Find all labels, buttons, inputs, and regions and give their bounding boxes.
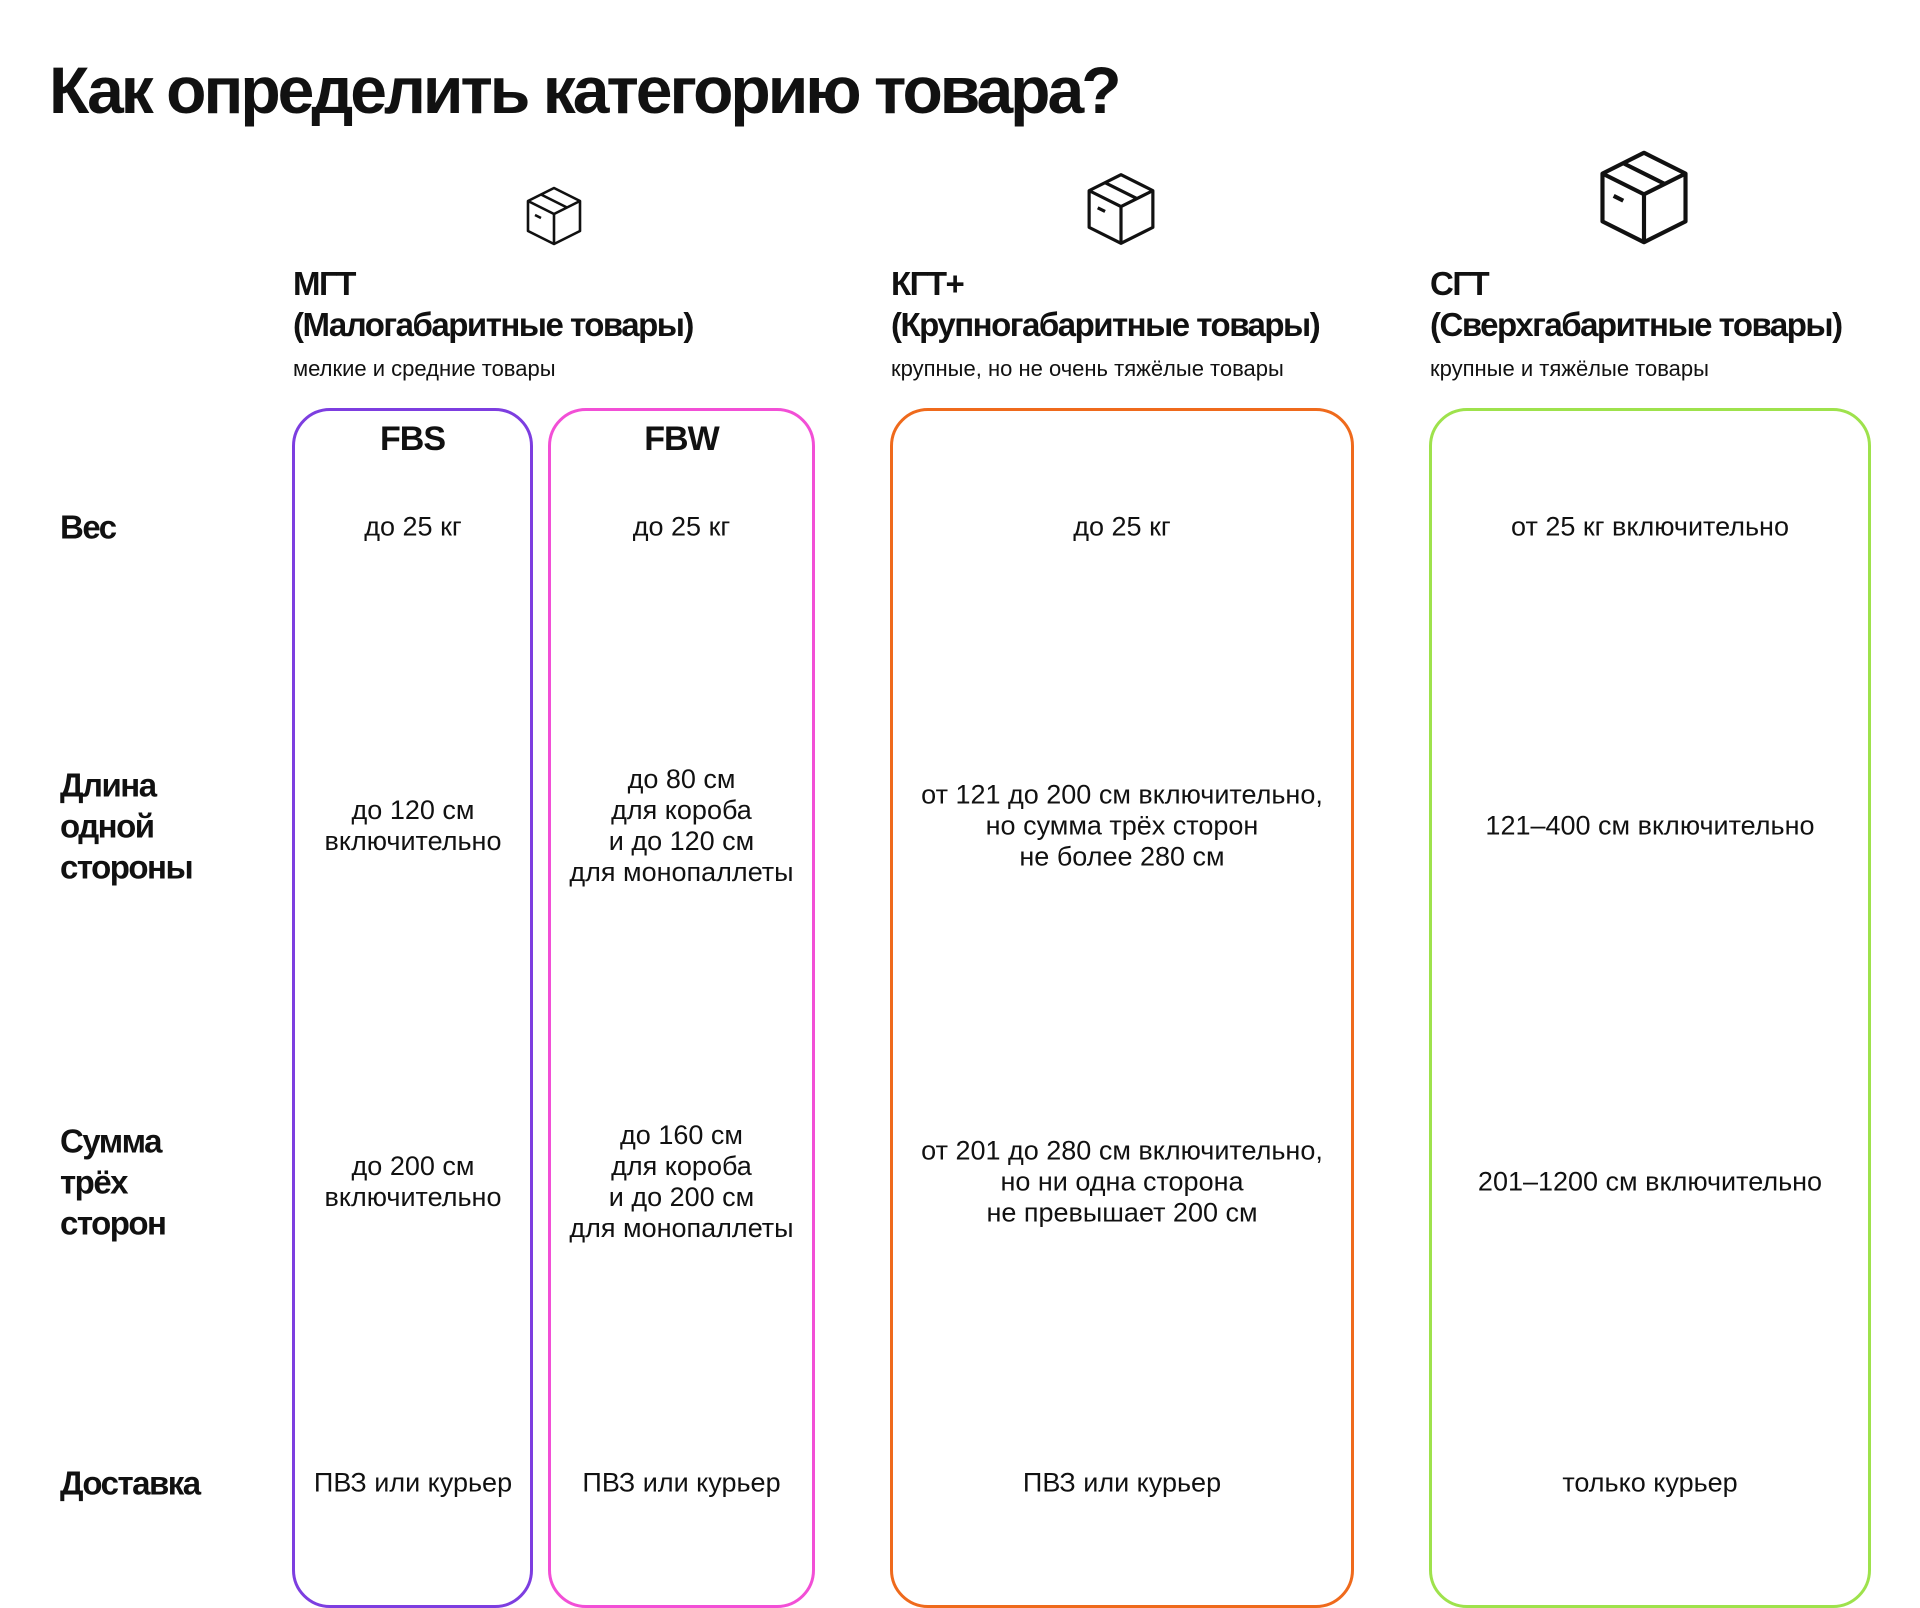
fbw-column-frame: [548, 408, 815, 1608]
kgt-cell: от 201 до 280 см включительно, но ни одна сторона не превышает 200 см: [921, 1135, 1323, 1228]
row-label: Вес: [60, 508, 116, 546]
page-title: Как определить категорию товара?: [49, 53, 1119, 127]
box-medium-icon: [1084, 171, 1158, 247]
fbs-cell: ПВЗ или курьер: [313, 1467, 513, 1498]
fbs-column-title: FBS: [380, 420, 445, 458]
fbw-cell: до 160 см для короба и до 200 см для монопаллеты: [569, 1120, 794, 1243]
kgt-cell: от 121 до 200 см включительно, но сумма трёх сторон не более 280 см: [921, 779, 1323, 872]
category-sgt-subtitle: крупные и тяжёлые товары: [1430, 356, 1709, 381]
category-kgt-heading: [891, 263, 1319, 345]
fbw-cell: до 25 кг: [632, 511, 731, 542]
sgt-cell: 201–1200 см включительно: [1477, 1166, 1823, 1197]
category-mgt-subtitle: мелкие и средние товары: [293, 356, 556, 381]
row-label: Длина одной стороны: [60, 766, 193, 886]
row-label: Доставка: [60, 1464, 200, 1502]
row-label: Сумма трёх сторон: [60, 1122, 166, 1242]
sgt-column-frame: [1429, 408, 1871, 1608]
box-large-icon: [1596, 148, 1692, 247]
fbs-cell: до 120 см включительно: [324, 795, 502, 856]
category-name: (Сверхгабаритные товары): [1430, 306, 1842, 343]
category-kgt-subtitle: крупные, но не очень тяжёлые товары: [891, 356, 1284, 381]
fbw-cell: до 80 см для короба и до 120 см для монопаллеты: [569, 764, 794, 887]
fbs-cell: до 25 кг: [364, 511, 462, 542]
sgt-cell: только курьер: [1562, 1467, 1738, 1498]
kgt-cell: ПВЗ или курьер: [1022, 1467, 1222, 1498]
category-name: (Малогабаритные товары): [293, 306, 693, 343]
fbs-cell: до 200 см включительно: [324, 1151, 502, 1212]
sgt-cell: 121–400 см включительно: [1485, 810, 1815, 841]
category-sgt-heading: [1430, 263, 1842, 345]
category-code: МГТ: [293, 265, 355, 302]
category-code: СГТ: [1430, 265, 1489, 302]
category-code: КГТ+: [891, 265, 964, 302]
sgt-cell: от 25 кг включительно: [1511, 511, 1789, 542]
fbw-cell: ПВЗ или курьер: [582, 1467, 781, 1498]
fbw-column-title: FBW: [644, 420, 719, 458]
box-small-icon: [524, 185, 584, 247]
fbs-column-frame: [292, 408, 533, 1608]
kgt-column-frame: [890, 408, 1354, 1608]
category-name: (Крупногабаритные товары): [891, 306, 1320, 343]
category-mgt-heading: [293, 263, 693, 345]
kgt-cell: до 25 кг: [1073, 511, 1171, 542]
